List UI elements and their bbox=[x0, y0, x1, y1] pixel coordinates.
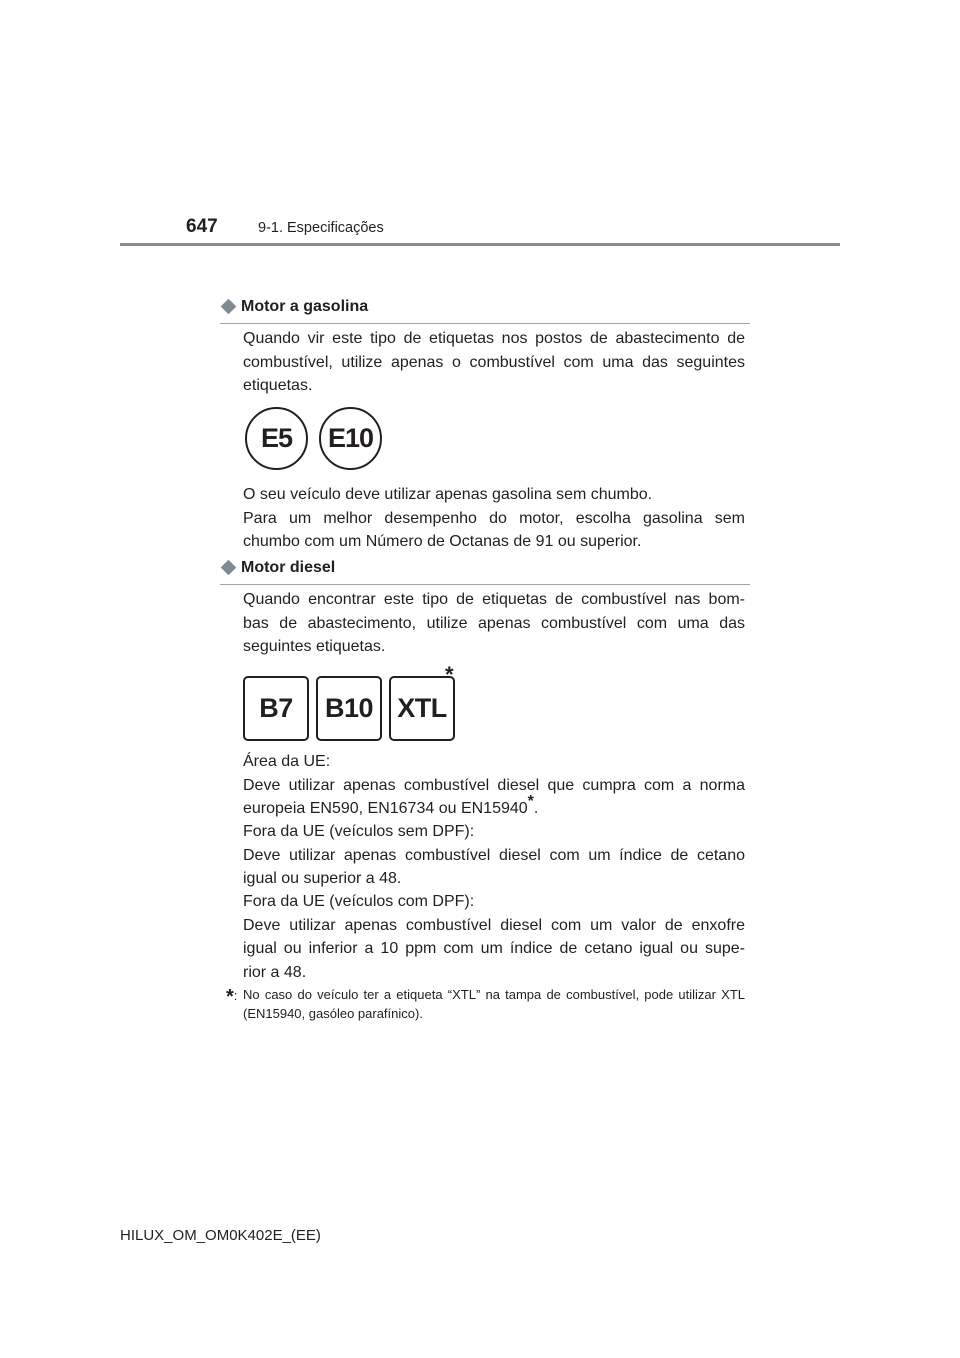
diesel-dpf-line: igual ou inferior a 10 ppm com um índice de cetano igual ou supe- bbox=[243, 940, 745, 957]
page-number: 647 bbox=[186, 216, 218, 237]
gasoline-intro-line: etiquetas. bbox=[243, 377, 313, 394]
diesel-eu-end: . bbox=[533, 800, 539, 817]
footnote bbox=[226, 985, 745, 1023]
gasoline-heading bbox=[220, 298, 750, 316]
diesel-dpf-line: rior a 48. bbox=[243, 963, 307, 981]
gasoline-note-unleaded bbox=[243, 483, 745, 554]
fuel-label-b10: B10 bbox=[316, 676, 382, 741]
diamond-bullet-icon bbox=[221, 298, 237, 314]
diesel-intro bbox=[243, 588, 745, 659]
xtl-asterisk: * bbox=[445, 662, 454, 687]
gasoline-heading-text: Motor a gasolina bbox=[241, 298, 369, 315]
heading-rule bbox=[220, 323, 750, 324]
diesel-non-eu-no-dpf bbox=[243, 820, 745, 891]
diesel-dpf-title: Fora da UE (veículos com DPF): bbox=[243, 893, 475, 910]
diesel-non-eu-dpf bbox=[243, 890, 745, 984]
gasoline-note-line: O seu veículo deve utilizar apenas gasolina sem chumbo. bbox=[243, 486, 653, 503]
gasoline-note-line: Para um melhor desempenho do motor, escolha gasolina sem bbox=[243, 509, 745, 527]
diamond-bullet-icon bbox=[221, 559, 237, 575]
diesel-eu-paragraph bbox=[243, 750, 745, 821]
diesel-no-dpf-title: Fora da UE (veículos sem DPF): bbox=[243, 823, 475, 840]
footnote-text: No caso do veículo ter a etiqueta “XTL” na tampa de combustível, pode utilizar XTL (EN15940, gasóleo parafínico). bbox=[243, 987, 745, 1021]
footnote-ref-asterisk: * bbox=[527, 793, 534, 810]
fuel-label-e10: E10 bbox=[319, 407, 382, 470]
diesel-intro-line: seguintes etiquetas. bbox=[243, 638, 386, 655]
footnote-colon: : bbox=[233, 988, 238, 1003]
fuel-label-xtl: XTL bbox=[389, 676, 455, 741]
footnote-marker bbox=[226, 985, 238, 1008]
diesel-intro-line: bas de abastecimento, utilize apenas combustível com uma das bbox=[243, 614, 745, 632]
gasoline-intro-line: Quando vir este tipo de etiquetas nos postos de abastecimento de bbox=[243, 330, 745, 347]
header-rule bbox=[120, 243, 840, 246]
diesel-eu-line-last bbox=[243, 793, 745, 821]
diesel-no-dpf-line: Deve utilizar apenas combustível diesel com um índice de cetano bbox=[243, 846, 745, 864]
diesel-heading-text: Motor diesel bbox=[241, 559, 336, 576]
diesel-dpf-line: Deve utilizar apenas combustível diesel com um valor de enxofre bbox=[243, 916, 745, 934]
gasoline-intro bbox=[243, 327, 745, 398]
heading-rule bbox=[220, 584, 750, 585]
gasoline-intro-line: combustível, utilize apenas o combustível com uma das seguintes bbox=[243, 353, 745, 371]
diesel-eu-title: Área da UE: bbox=[243, 753, 331, 770]
gasoline-note-line: chumbo com um Número de Octanas de 91 ou superior. bbox=[243, 533, 642, 550]
footnote-asterisk: * bbox=[226, 986, 234, 1008]
diesel-heading bbox=[220, 559, 750, 577]
section-label: 9-1. Especificações bbox=[258, 220, 384, 236]
diesel-eu-line: europeia EN590, EN16734 ou EN15940 bbox=[243, 800, 528, 817]
document-id: HILUX_OM_OM0K402E_(EE) bbox=[120, 1227, 321, 1244]
diesel-intro-line: Quando encontrar este tipo de etiquetas de combustível nas bom- bbox=[243, 591, 745, 608]
diesel-no-dpf-line: igual ou superior a 48. bbox=[243, 870, 402, 887]
diesel-eu-line: Deve utilizar apenas combustível diesel que cumpra com a norma bbox=[243, 776, 745, 794]
fuel-label-b7: B7 bbox=[243, 676, 309, 741]
fuel-label-e5: E5 bbox=[245, 407, 308, 470]
